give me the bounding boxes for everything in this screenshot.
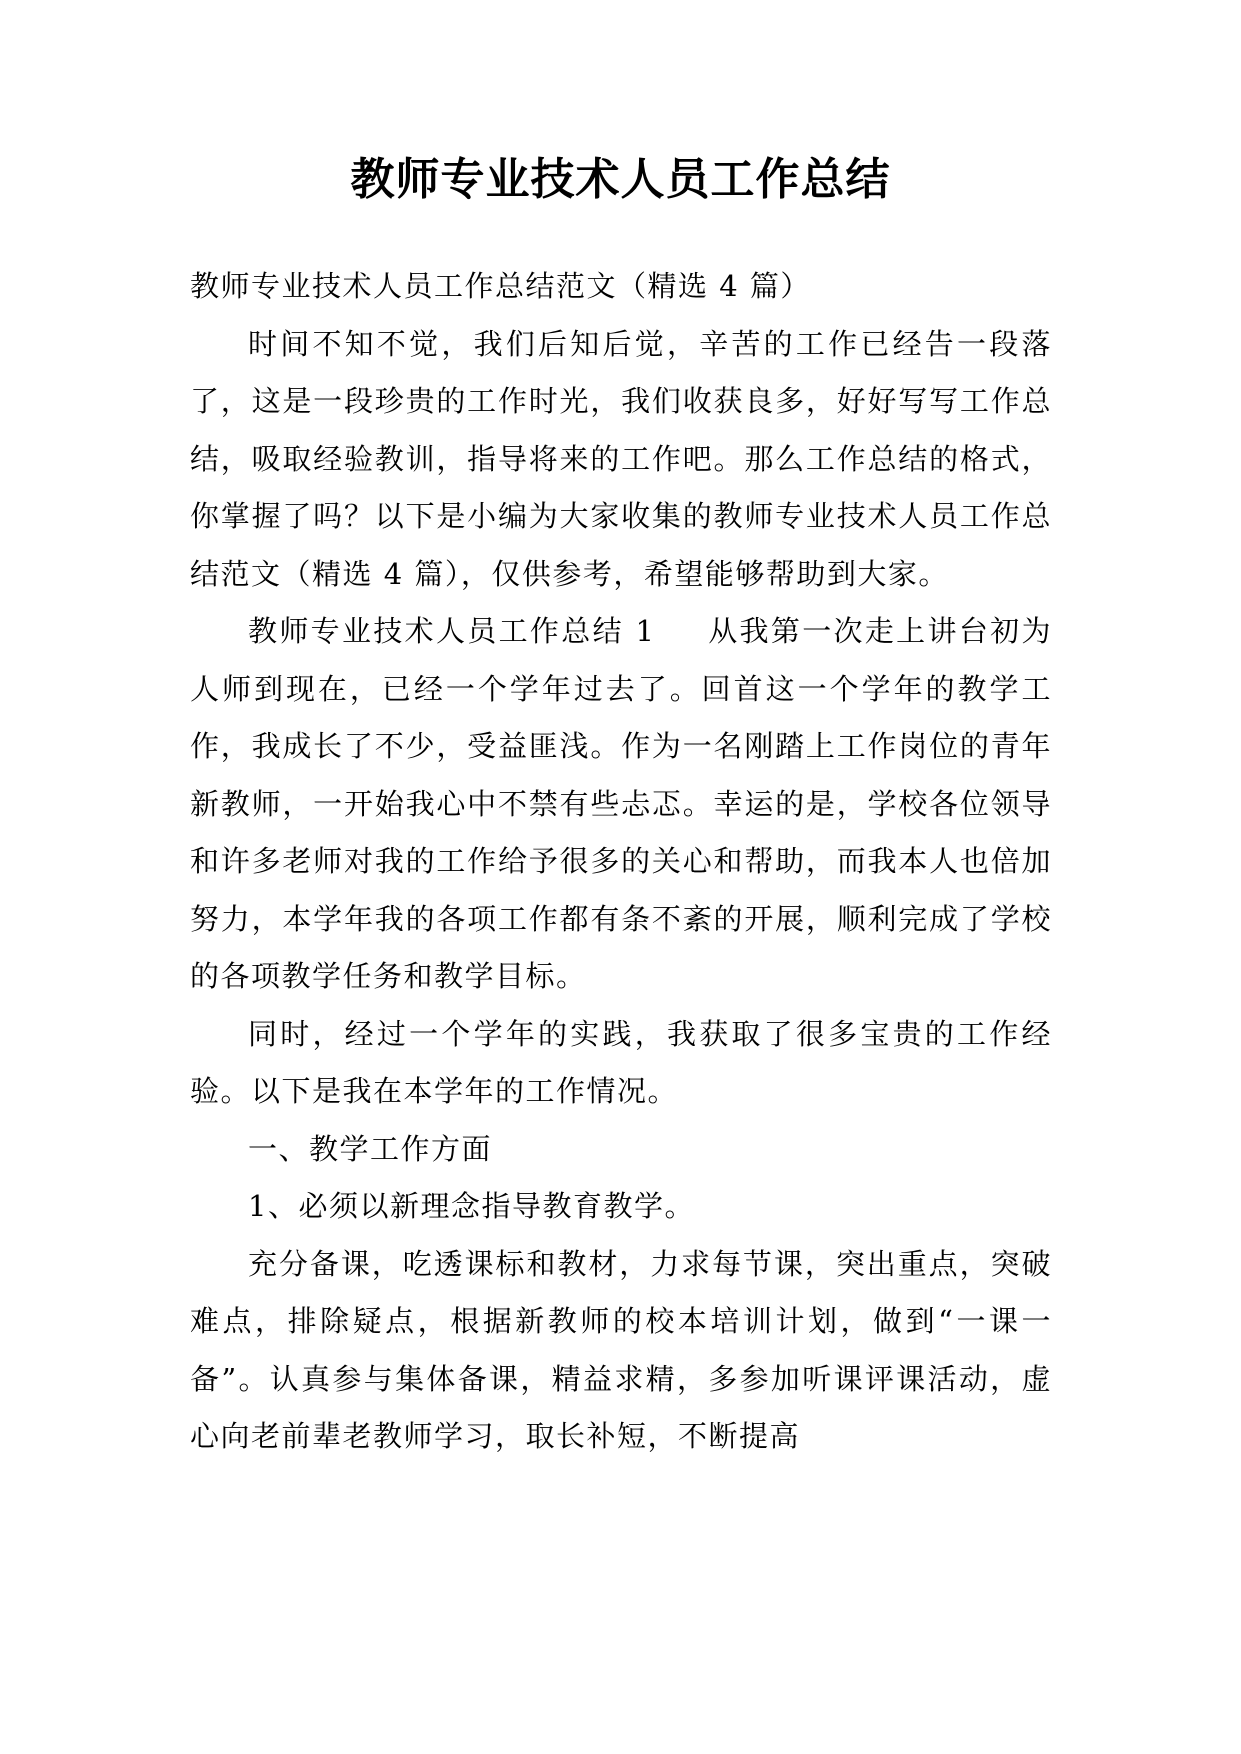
paragraph-lesson-prep: 充分备课，吃透课标和教材，力求每节课，突出重点，突破难点，排除疑点，根据新教师的校本培训计划，做到“一课一备”。认真参与集体备课，精益求精，多参加听课评课活动，虚心向老前辈老教师学习，取长补短，不断提高 [190, 1246, 1052, 1453]
section1-body: 从我第一次走上讲台初为人师到现在，已经一个学年过去了。回首这一个学年的教学工作，我成长了不少，受益匪浅。作为一名刚踏上工作岗位的青年新教师，一开始我心中不禁有些忐忑。幸运的是，学校各位领导和许多老师对我的工作给予很多的关心和帮助，而我本人也倍加努力，本学年我的各项工作都有条不紊的开展，顺利完成了学校的各项教学任务和教学目标。 [190, 614, 1052, 993]
heading-teaching-work: 一、教学工作方面 [248, 1131, 493, 1166]
paragraph-intro: 时间不知不觉，我们后知后觉，辛苦的工作已经告一段落了，这是一段珍贵的工作时光，我们收获良多，好好写写工作总结，吸取经验教训，指导将来的工作吧。那么工作总结的格式，你掌握了吗？以下是小编为大家收集的教师专业技术人员工作总结范文（精选 4 篇），仅供参考，希望能够帮助到大家。 [190, 326, 1052, 591]
section1-heading: 教师专业技术人员工作总结 1 [248, 614, 656, 648]
heading-item-1: 1、必须以新理念指导教育教学。 [248, 1189, 695, 1223]
document-body [190, 258, 1052, 1466]
paragraph-section1 [190, 603, 1052, 1006]
paragraph-experience: 同时，经过一个学年的实践，我获取了很多宝贵的工作经验。以下是我在本学年的工作情况。 [190, 1016, 1052, 1108]
document-subtitle: 教师专业技术人员工作总结范文（精选 4 篇） [190, 269, 811, 303]
document-title: 教师专业技术人员工作总结 [350, 154, 891, 205]
